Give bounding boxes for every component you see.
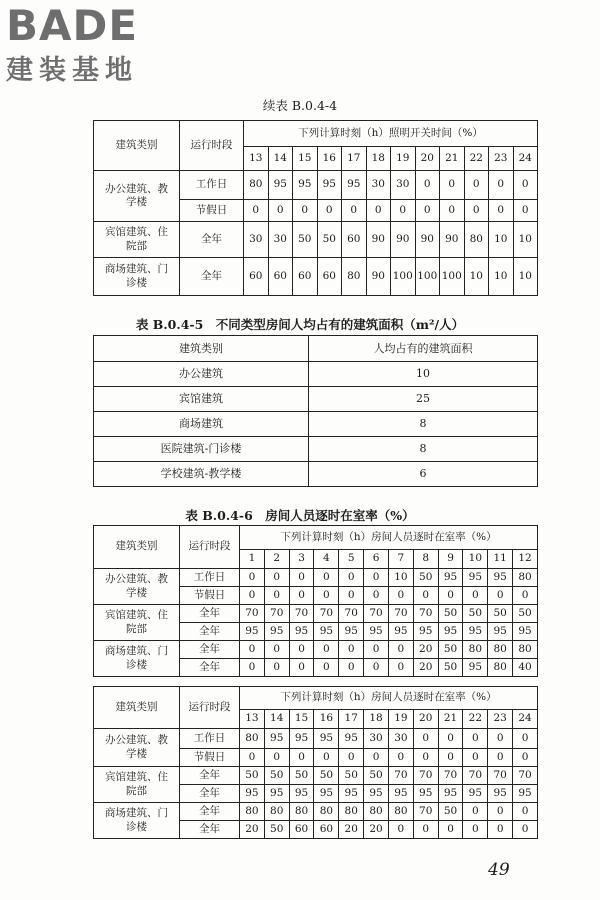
occupancy-table-morning: [93, 525, 538, 677]
hour-cell: 18: [366, 147, 391, 171]
table-row: [94, 171, 538, 200]
value-cell: 0: [488, 821, 513, 839]
building-type-cell: 宾馆建筑、住院部: [94, 767, 180, 803]
hour-cell: 19: [391, 147, 416, 171]
value-cell: 80: [289, 803, 314, 821]
value-cell: 70: [413, 605, 438, 623]
value-cell: 95: [463, 785, 488, 803]
building-type-header: 建筑类别: [94, 526, 180, 569]
value-cell: 70: [513, 767, 538, 785]
value-cell: 95: [438, 623, 463, 641]
value-cell: 50: [438, 641, 463, 659]
occupancy-table-afternoon: [93, 686, 538, 839]
value-cell: 95: [488, 623, 513, 641]
value-cell: 0: [240, 587, 265, 605]
period-header: 运行时段: [180, 526, 240, 569]
value-cell: 30: [391, 171, 416, 200]
value-cell: 95: [364, 785, 389, 803]
value-cell: 95: [289, 785, 314, 803]
value-cell: 0: [364, 569, 389, 587]
value-cell: 100: [415, 258, 440, 296]
value-cell: 0: [339, 641, 364, 659]
value-cell: 0: [289, 641, 314, 659]
period-cell: 全年: [180, 641, 240, 659]
value-cell: 0: [488, 749, 513, 767]
value-cell: 0: [513, 200, 538, 222]
value-cell: 50: [413, 569, 438, 587]
logo-brand: BADE: [6, 1, 139, 50]
value-cell: 50: [293, 222, 318, 258]
value-cell: 95: [513, 785, 538, 803]
value-cell: 50: [314, 767, 339, 785]
value-cell: 95: [314, 623, 339, 641]
value-cell: 50: [488, 605, 513, 623]
hour-cell: 8: [413, 550, 438, 569]
hour-cell: 21: [438, 710, 463, 729]
value-cell: 0: [289, 587, 314, 605]
building-type-cell: 商场建筑: [94, 412, 309, 437]
building-type-cell: 办公建筑、教学楼: [94, 729, 180, 767]
hour-cell: 2: [264, 550, 289, 569]
value-cell: 80: [463, 641, 488, 659]
value-cell: 0: [314, 659, 339, 677]
value-cell: 10: [513, 258, 538, 296]
table-row: [94, 387, 538, 412]
value-cell: 95: [314, 729, 339, 749]
value-cell: 100: [391, 258, 416, 296]
value-cell: 10: [489, 258, 514, 296]
value-cell: 80: [339, 803, 364, 821]
area-header: 人均占有的建筑面积: [309, 336, 538, 362]
value-cell: 95: [342, 171, 367, 200]
value-cell: 70: [289, 605, 314, 623]
hours-header: 下列计算时刻（h）房间人员逐时在室率（%）: [240, 687, 538, 710]
hour-cell: 12: [513, 550, 538, 569]
value-cell: 0: [364, 659, 389, 677]
value-cell: 70: [413, 803, 438, 821]
value-cell: 95: [463, 659, 488, 677]
value-cell: 0: [489, 171, 514, 200]
value-cell: 0: [339, 749, 364, 767]
value-cell: 80: [314, 803, 339, 821]
value-cell: 95: [364, 623, 389, 641]
period-cell: 节假日: [180, 200, 244, 222]
value-cell: 70: [413, 767, 438, 785]
building-type-cell: 医院建筑-门诊楼: [94, 437, 309, 462]
value-cell: 30: [244, 222, 269, 258]
value-cell: 0: [438, 729, 463, 749]
value-cell: 0: [488, 587, 513, 605]
value-cell: 0: [314, 587, 339, 605]
period-cell: 全年: [180, 605, 240, 623]
hours-header: 下列计算时刻（h）房间人员逐时在室率（%）: [240, 526, 538, 550]
value-cell: 50: [438, 605, 463, 623]
period-cell: 全年: [180, 623, 240, 641]
value-cell: 95: [240, 785, 265, 803]
value-cell: 0: [314, 641, 339, 659]
value-cell: 0: [388, 659, 413, 677]
value-cell: 0: [264, 569, 289, 587]
table-row: [94, 729, 538, 749]
value-cell: 50: [317, 222, 342, 258]
value-cell: 0: [289, 659, 314, 677]
value-cell: 95: [293, 171, 318, 200]
value-cell: 95: [264, 623, 289, 641]
value-cell: 95: [388, 785, 413, 803]
value-cell: 0: [342, 200, 367, 222]
value-cell: 0: [513, 803, 538, 821]
hour-cell: 1: [240, 550, 265, 569]
building-type-cell: 宾馆建筑、住院部: [94, 605, 180, 641]
period-cell: 工作日: [180, 729, 240, 749]
value-cell: 0: [513, 171, 538, 200]
hour-cell: 6: [364, 550, 389, 569]
building-type-header: 建筑类别: [94, 121, 180, 171]
value-cell: 95: [463, 569, 488, 587]
value-cell: 50: [364, 767, 389, 785]
value-cell: 0: [388, 587, 413, 605]
value-cell: 0: [244, 200, 269, 222]
value-cell: 0: [463, 821, 488, 839]
value-cell: 70: [388, 605, 413, 623]
value-cell: 0: [513, 821, 538, 839]
period-cell: 全年: [180, 821, 240, 839]
value-cell: 0: [388, 821, 413, 839]
building-type-cell: 办公建筑: [94, 362, 309, 387]
value-cell: 60: [317, 258, 342, 296]
value-cell: 0: [314, 569, 339, 587]
value-cell: 30: [366, 171, 391, 200]
period-cell: 工作日: [180, 569, 240, 587]
building-type-cell: 商场建筑、门诊楼: [94, 803, 180, 839]
table-row: [94, 258, 538, 296]
page-number: 49: [488, 860, 510, 880]
table-row: [94, 767, 538, 785]
hour-cell: 7: [388, 550, 413, 569]
building-type-cell: 办公建筑、教学楼: [94, 171, 180, 222]
value-cell: 95: [289, 623, 314, 641]
value-cell: 95: [268, 171, 293, 200]
table3-caption: 表 B.0.4-6 房间人员逐时在室率（%）: [185, 508, 415, 523]
period-cell: 全年: [180, 258, 244, 296]
hour-cell: 21: [440, 147, 465, 171]
period-cell: 节假日: [180, 749, 240, 767]
value-cell: 70: [388, 767, 413, 785]
value-cell: 95: [314, 785, 339, 803]
value-cell: 0: [413, 729, 438, 749]
hour-cell: 15: [289, 710, 314, 729]
hours-header: 下列计算时刻（h）照明开关时间（%）: [244, 121, 538, 147]
hour-cell: 5: [339, 550, 364, 569]
value-cell: 0: [317, 200, 342, 222]
table1-caption: 续表 B.0.4-4: [262, 98, 338, 113]
hour-cell: 14: [264, 710, 289, 729]
value-cell: 0: [438, 749, 463, 767]
value-cell: 0: [388, 641, 413, 659]
table2-caption: 表 B.0.4-5 不同类型房间人均占有的建筑面积（m²/人）: [135, 317, 465, 332]
value-cell: 30: [388, 729, 413, 749]
hour-cell: 22: [464, 147, 489, 171]
value-cell: 60: [342, 222, 367, 258]
area-value: 6: [309, 462, 538, 487]
value-cell: 80: [240, 729, 265, 749]
value-cell: 0: [268, 200, 293, 222]
hour-cell: 9: [438, 550, 463, 569]
hour-cell: 24: [513, 710, 538, 729]
value-cell: 95: [513, 623, 538, 641]
value-cell: 0: [413, 821, 438, 839]
area-value: 8: [309, 412, 538, 437]
hour-cell: 10: [463, 550, 488, 569]
value-cell: 0: [464, 171, 489, 200]
value-cell: 0: [364, 641, 389, 659]
logo-subtitle: 建装基地: [6, 55, 138, 86]
value-cell: 70: [339, 605, 364, 623]
hour-cell: 13: [240, 710, 265, 729]
period-cell: 全年: [180, 659, 240, 677]
value-cell: 0: [463, 803, 488, 821]
value-cell: 60: [268, 258, 293, 296]
value-cell: 20: [364, 821, 389, 839]
value-cell: 80: [264, 803, 289, 821]
value-cell: 95: [339, 729, 364, 749]
value-cell: 20: [240, 821, 265, 839]
period-cell: 工作日: [180, 171, 244, 200]
value-cell: 70: [364, 605, 389, 623]
hour-cell: 22: [463, 710, 488, 729]
value-cell: 50: [264, 767, 289, 785]
value-cell: 20: [339, 821, 364, 839]
value-cell: 60: [289, 821, 314, 839]
hour-cell: 4: [314, 550, 339, 569]
table-row: [94, 605, 538, 623]
hour-cell: 13: [244, 147, 269, 171]
value-cell: 0: [463, 749, 488, 767]
hour-cell: 23: [488, 710, 513, 729]
value-cell: 0: [464, 200, 489, 222]
period-header: 运行时段: [180, 121, 244, 171]
value-cell: 80: [513, 641, 538, 659]
value-cell: 50: [513, 605, 538, 623]
hour-cell: 18: [364, 710, 389, 729]
value-cell: 80: [488, 641, 513, 659]
value-cell: 0: [364, 587, 389, 605]
table-row: [94, 437, 538, 462]
hour-cell: 14: [268, 147, 293, 171]
value-cell: 80: [364, 803, 389, 821]
period-cell: 节假日: [180, 587, 240, 605]
value-cell: 70: [463, 767, 488, 785]
value-cell: 0: [488, 803, 513, 821]
hour-cell: 16: [314, 710, 339, 729]
value-cell: 95: [463, 623, 488, 641]
value-cell: 60: [293, 258, 318, 296]
value-cell: 10: [489, 222, 514, 258]
building-type-header: 建筑类别: [94, 336, 309, 362]
value-cell: 50: [289, 767, 314, 785]
period-cell: 全年: [180, 767, 240, 785]
value-cell: 0: [513, 729, 538, 749]
hour-cell: 17: [342, 147, 367, 171]
table-row: [94, 362, 538, 387]
value-cell: 50: [264, 821, 289, 839]
value-cell: 80: [488, 659, 513, 677]
value-cell: 50: [463, 605, 488, 623]
value-cell: 0: [240, 641, 265, 659]
value-cell: 60: [244, 258, 269, 296]
table-row: [94, 462, 538, 487]
hour-cell: 20: [413, 710, 438, 729]
value-cell: 95: [264, 729, 289, 749]
value-cell: 0: [339, 659, 364, 677]
value-cell: 90: [415, 222, 440, 258]
value-cell: 0: [489, 200, 514, 222]
area-value: 10: [309, 362, 538, 387]
value-cell: 95: [289, 729, 314, 749]
period-cell: 全年: [180, 785, 240, 803]
value-cell: 95: [317, 171, 342, 200]
building-type-cell: 商场建筑、门诊楼: [94, 258, 180, 296]
value-cell: 0: [413, 749, 438, 767]
value-cell: 90: [366, 222, 391, 258]
value-cell: 10: [513, 222, 538, 258]
value-cell: 95: [240, 623, 265, 641]
value-cell: 95: [438, 785, 463, 803]
value-cell: 95: [488, 785, 513, 803]
value-cell: 95: [388, 623, 413, 641]
value-cell: 0: [513, 587, 538, 605]
hour-cell: 24: [513, 147, 538, 171]
value-cell: 0: [240, 749, 265, 767]
value-cell: 70: [488, 767, 513, 785]
value-cell: 0: [463, 729, 488, 749]
value-cell: 0: [289, 749, 314, 767]
value-cell: 70: [314, 605, 339, 623]
value-cell: 0: [440, 200, 465, 222]
value-cell: 0: [415, 171, 440, 200]
value-cell: 0: [391, 200, 416, 222]
value-cell: 0: [438, 587, 463, 605]
value-cell: 10: [464, 258, 489, 296]
value-cell: 0: [289, 569, 314, 587]
value-cell: 10: [388, 569, 413, 587]
table-row: [94, 222, 538, 258]
hour-cell: 3: [289, 550, 314, 569]
value-cell: 0: [264, 641, 289, 659]
period-cell: 全年: [180, 803, 240, 821]
table-row: [94, 641, 538, 659]
value-cell: 90: [366, 258, 391, 296]
table-row: [94, 412, 538, 437]
value-cell: 0: [438, 821, 463, 839]
area-per-person-table: [93, 335, 538, 487]
hour-cell: 20: [415, 147, 440, 171]
building-type-header: 建筑类别: [94, 687, 180, 729]
value-cell: 95: [264, 785, 289, 803]
value-cell: 50: [438, 659, 463, 677]
value-cell: 0: [339, 569, 364, 587]
value-cell: 0: [413, 587, 438, 605]
value-cell: 70: [240, 605, 265, 623]
value-cell: 0: [415, 200, 440, 222]
hour-cell: 15: [293, 147, 318, 171]
hour-cell: 11: [488, 550, 513, 569]
hour-cell: 16: [317, 147, 342, 171]
logo: [6, 1, 139, 86]
value-cell: 60: [314, 821, 339, 839]
value-cell: 0: [364, 749, 389, 767]
hour-cell: 19: [388, 710, 413, 729]
value-cell: 0: [240, 659, 265, 677]
hour-cell: 17: [339, 710, 364, 729]
value-cell: 0: [339, 587, 364, 605]
value-cell: 80: [513, 569, 538, 587]
hour-cell: 23: [489, 147, 514, 171]
value-cell: 95: [413, 785, 438, 803]
value-cell: 0: [513, 749, 538, 767]
area-value: 25: [309, 387, 538, 412]
value-cell: 20: [413, 641, 438, 659]
building-type-cell: 宾馆建筑、住院部: [94, 222, 180, 258]
value-cell: 0: [463, 587, 488, 605]
value-cell: 50: [438, 803, 463, 821]
value-cell: 30: [364, 729, 389, 749]
value-cell: 70: [264, 605, 289, 623]
period-header: 运行时段: [180, 687, 240, 729]
value-cell: 0: [440, 171, 465, 200]
value-cell: 0: [388, 749, 413, 767]
period-cell: 全年: [180, 222, 244, 258]
value-cell: 0: [314, 749, 339, 767]
value-cell: 95: [438, 569, 463, 587]
value-cell: 90: [391, 222, 416, 258]
table-row: [94, 569, 538, 587]
value-cell: 95: [413, 623, 438, 641]
value-cell: 80: [464, 222, 489, 258]
value-cell: 0: [264, 587, 289, 605]
value-cell: 20: [413, 659, 438, 677]
value-cell: 50: [339, 767, 364, 785]
table-row: [94, 803, 538, 821]
value-cell: 0: [264, 659, 289, 677]
building-type-cell: 学校建筑-教学楼: [94, 462, 309, 487]
value-cell: 80: [388, 803, 413, 821]
value-cell: 80: [240, 803, 265, 821]
building-type-cell: 办公建筑、教学楼: [94, 569, 180, 605]
value-cell: 0: [488, 729, 513, 749]
building-type-cell: 商场建筑、门诊楼: [94, 641, 180, 677]
area-value: 8: [309, 437, 538, 462]
value-cell: 70: [438, 767, 463, 785]
building-type-cell: 宾馆建筑: [94, 387, 309, 412]
value-cell: 95: [339, 785, 364, 803]
value-cell: 0: [366, 200, 391, 222]
value-cell: 0: [293, 200, 318, 222]
value-cell: 100: [440, 258, 465, 296]
lighting-schedule-table: [93, 120, 538, 296]
value-cell: 95: [339, 623, 364, 641]
value-cell: 40: [513, 659, 538, 677]
value-cell: 30: [268, 222, 293, 258]
value-cell: 90: [440, 222, 465, 258]
value-cell: 80: [342, 258, 367, 296]
value-cell: 0: [240, 569, 265, 587]
value-cell: 50: [240, 767, 265, 785]
value-cell: 95: [488, 569, 513, 587]
value-cell: 0: [264, 749, 289, 767]
value-cell: 80: [244, 171, 269, 200]
